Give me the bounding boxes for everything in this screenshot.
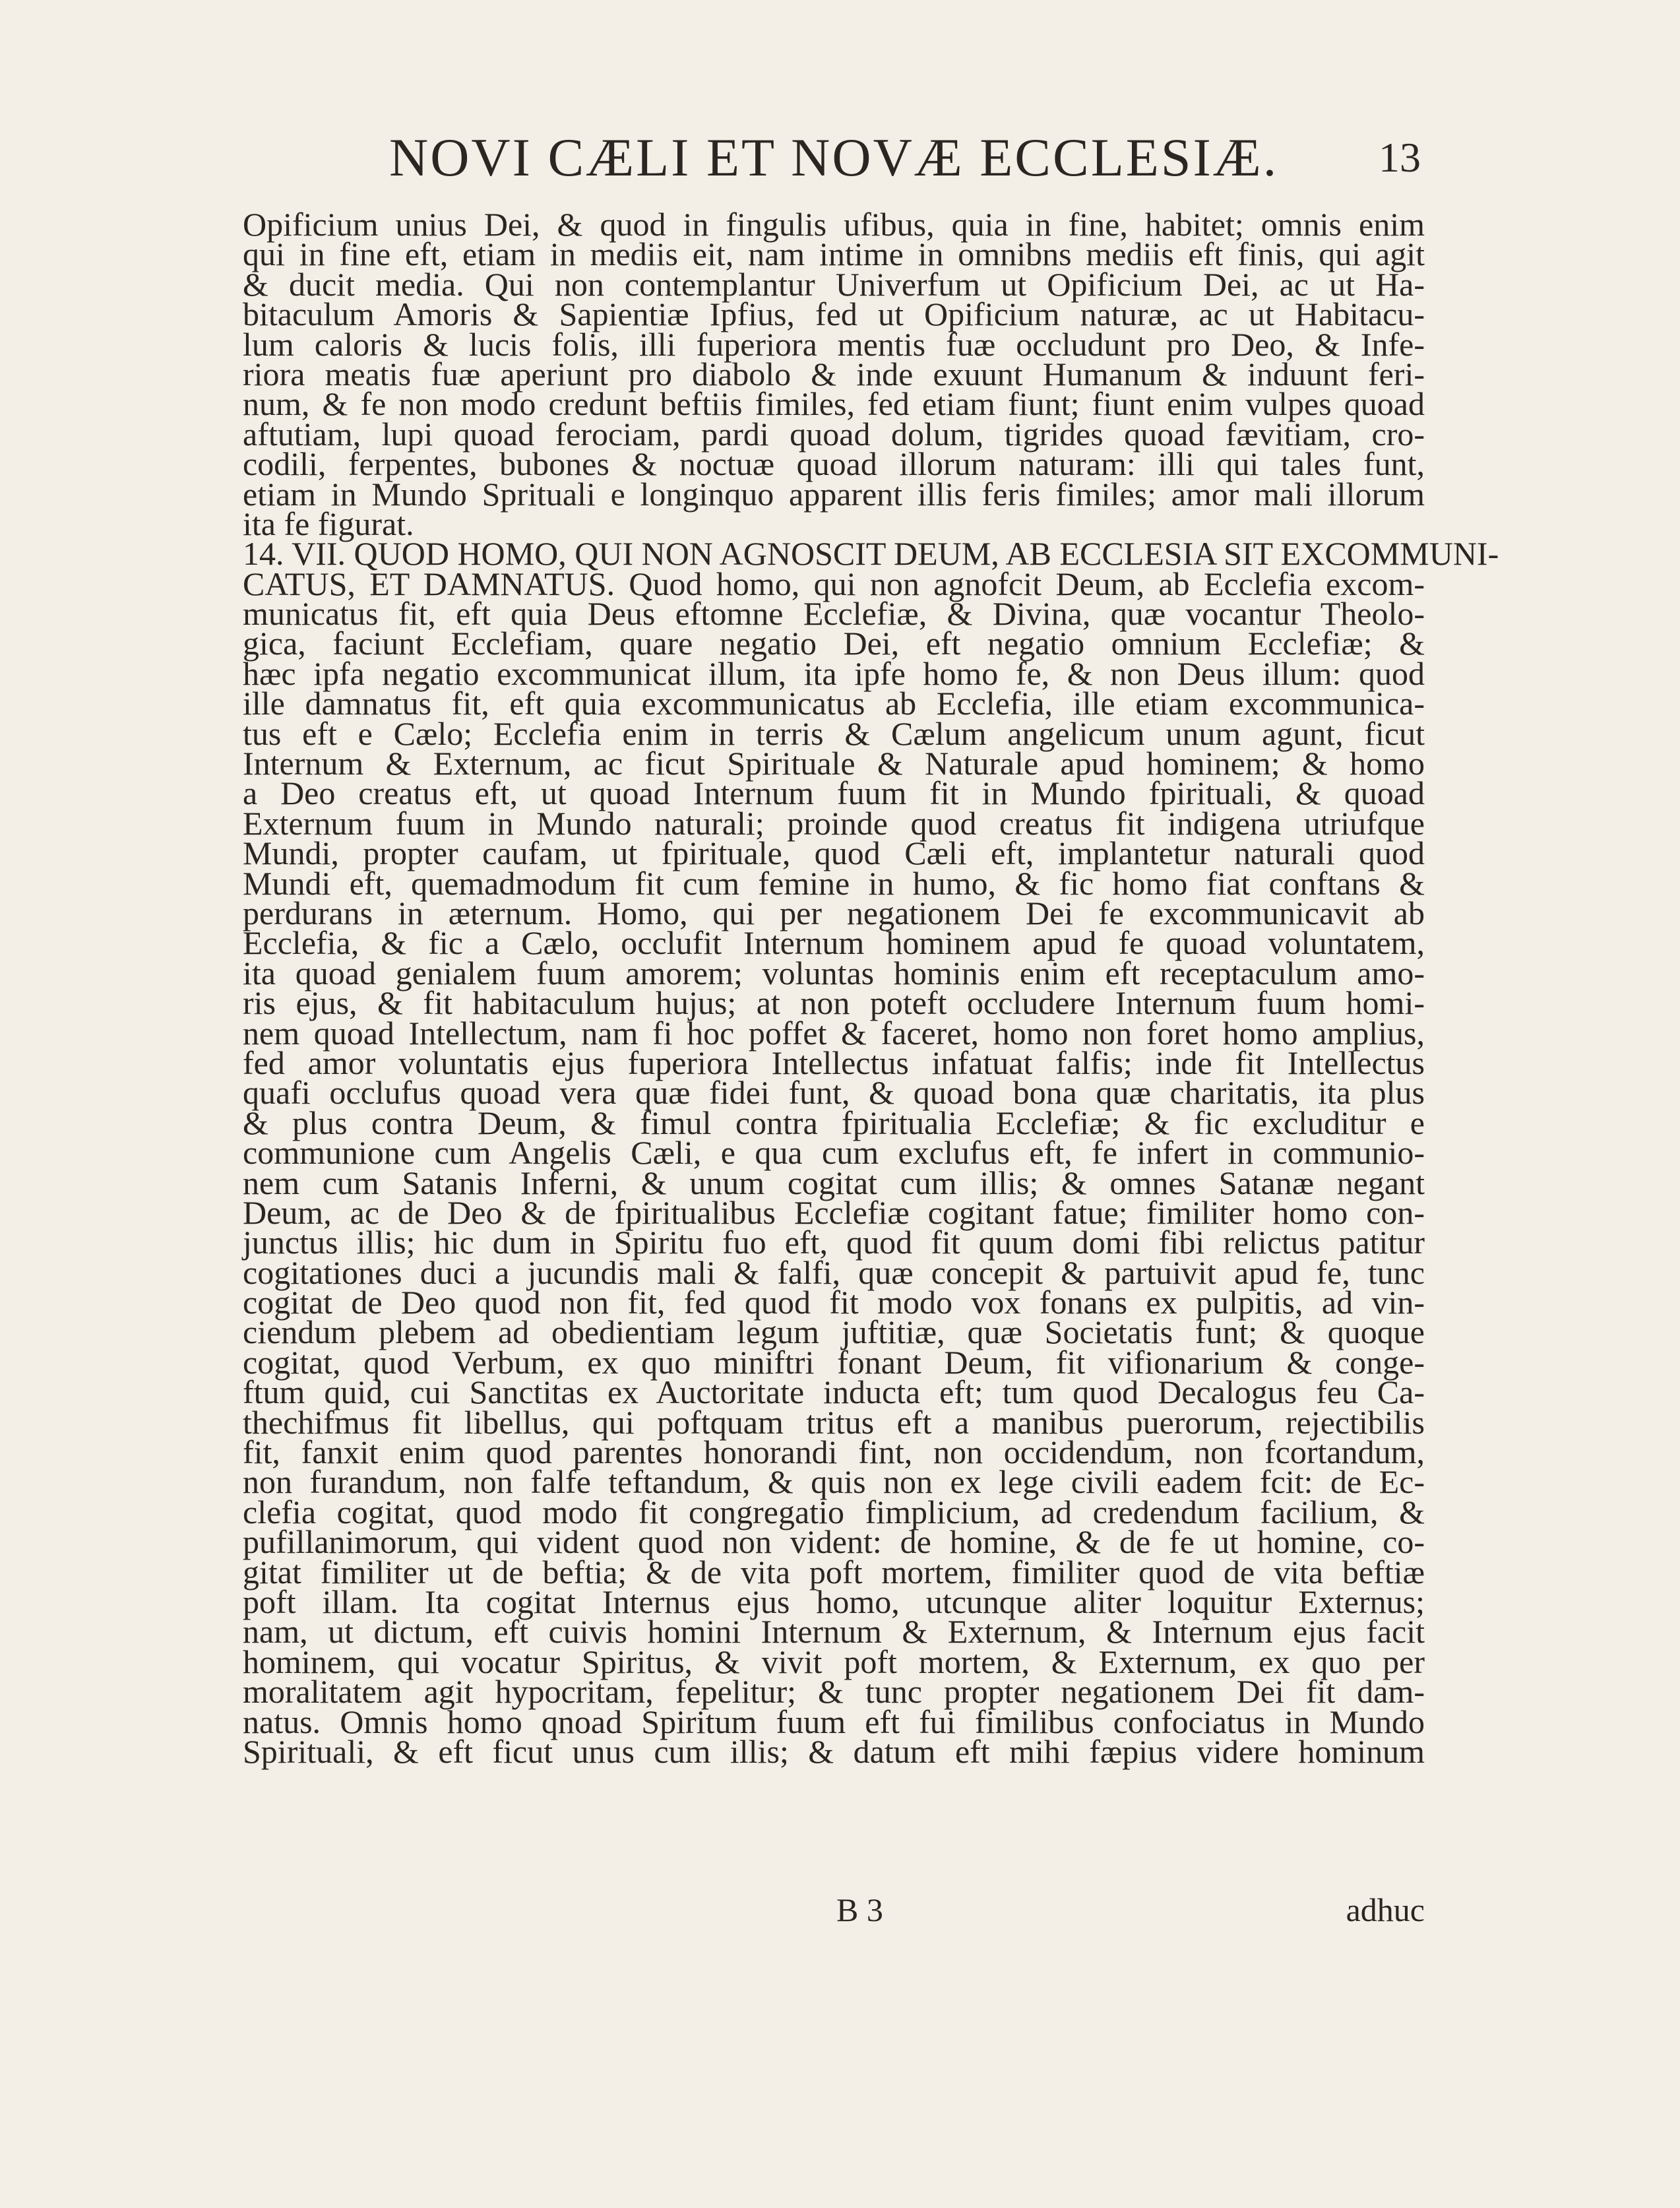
text-line: nem cum Satanis Inferni, & unum cogitat cum illis; & omnes Satanæ negant xyxy=(243,1164,1425,1201)
text-line: communione cum Angelis Cæli, e qua cum exclufus eft, fe infert in communio- xyxy=(243,1134,1425,1172)
text-line: quafi occlufus quoad vera quæ fidei funt, & quoad bona quæ charitatis, ita plus xyxy=(243,1074,1425,1112)
body-text xyxy=(243,206,1499,1770)
text-line: qui in fine eft, etiam in mediis eit, nam intime in omnibns mediis eft finis, qui agit xyxy=(243,236,1425,273)
text-line: cogitationes duci a jucundis mali & falfi, quæ concepit & partuivit apud fe, tunc xyxy=(243,1253,1425,1291)
text-line: ille damnatus fit, eft quia excommunicatus ab Ecclefia, ille etiam excommunica- xyxy=(243,685,1425,722)
text-line: Internum & Externum, ac ficut Spirituale & Naturale apud hominem; & homo xyxy=(243,745,1425,782)
text-line: hominem, qui vocatur Spiritus, & vivit poft mortem, & Externum, ex quo per xyxy=(243,1643,1425,1680)
text-line: moralitatem agit hypocritam, fepelitur; & tunc propter negationem Dei fit dam- xyxy=(243,1673,1425,1711)
text-line: CATUS, ET DAMNATUS. Quod homo, qui non agnofcit Deum, ab Ecclefia excom- xyxy=(243,565,1425,602)
text-line: riora meatis fuæ aperiunt pro diabolo & inde exuunt Humanum & induunt feri- xyxy=(243,355,1425,393)
text-line: num, & fe non modo credunt beftiis fimiles, fed etiam fiunt; fiunt enim vulpes quoad xyxy=(243,385,1425,423)
text-line: bitaculum Amoris & Sapientiæ Ipfius, fed ut Opificium naturæ, ac ut Habitacu- xyxy=(243,296,1425,333)
text-line: fed amor voluntatis ejus fuperiora Intellectus infatuat falfis; inde fit Intellectus xyxy=(243,1044,1425,1081)
text-line: cogitat, quod Verbum, ex quo miniftri fonant Deum, fit vifionarium & conge- xyxy=(243,1343,1425,1381)
text-line: clefia cogitat, quod modo fit congregatio fimplicium, ad credendum facilium, & xyxy=(243,1493,1425,1530)
text-line: & plus contra Deum, & fimul contra fpiritualia Ecclefiæ; & fic excluditur e xyxy=(243,1104,1425,1141)
page-number: 13 xyxy=(1379,134,1421,181)
text-line: non furandum, non falfe teftandum, & quis non ex lege civili eadem fcit: de Ec- xyxy=(243,1463,1425,1501)
text-line: hæc ipfa negatio excommunicat illum, ita ipfe homo fe, & non Deus illum: quod xyxy=(243,654,1425,692)
text-line: pufillanimorum, qui vident quod non vident: de homine, & de fe ut homine, co- xyxy=(243,1523,1425,1561)
text-line: lum caloris & lucis folis, illi fuperiora mentis fuæ occludunt pro Deo, & Infe- xyxy=(243,325,1425,363)
text-line: Opificium unius Dei, & quod in fingulis ufibus, quia in fine, habitet; omnis enim xyxy=(243,206,1425,243)
text-line: perdurans in æternum. Homo, qui per negationem Dei fe excommunicavit ab xyxy=(243,894,1425,931)
text-line: Mundi, propter caufam, ut fpirituale, quod Cæli eft, implantetur naturali quod xyxy=(243,835,1425,872)
text-line: etiam in Mundo Sprituali e longinquo apparent illis feris fimiles; amor mali illorum xyxy=(243,475,1425,513)
text-line: ciendum plebem ad obedientiam legum juftitiæ, quæ Societatis funt; & quoque xyxy=(243,1313,1425,1351)
running-header xyxy=(389,127,1421,187)
text-line: & ducit media. Qui non contemplantur Univerfum ut Opificium Dei, ac ut Ha- xyxy=(243,265,1425,303)
text-line: Mundi eft, quemadmodum fit cum femine in humo, & fic homo fiat conftans & xyxy=(243,864,1425,902)
text-line: gitat fimiliter ut de beftia; & de vita poft mortem, fimiliter quod de vita beftiæ xyxy=(243,1553,1425,1591)
text-line: ris ejus, & fit habitaculum hujus; at non poteft occludere Internum fuum homi- xyxy=(243,984,1425,1022)
text-line: Externum fuum in Mundo naturali; proinde quod creatus fit indigena utriufque xyxy=(243,804,1425,842)
text-line: nem quoad Intellectum, nam fi hoc poffet & faceret, homo non foret homo amplius, xyxy=(243,1014,1425,1052)
text-line: cogitat de Deo quod non fit, fed quod fit modo vox fonans ex pulpitis, ad vin- xyxy=(243,1284,1425,1321)
text-line: Ecclefia, & fic a Cælo, occlufit Internum hominem apud fe quoad voluntatem, xyxy=(243,924,1425,962)
text-line: ita quoad genialem fuum amorem; voluntas hominis enim eft receptaculum amo- xyxy=(243,954,1425,992)
text-line: gica, faciunt Ecclefiam, quare negatio Dei, eft negatio omnium Ecclefiæ; & xyxy=(243,625,1425,662)
text-line: nam, ut dictum, eft cuivis homini Internum & Externum, & Internum ejus facit xyxy=(243,1613,1425,1651)
text-line: ftum quid, cui Sanctitas ex Auctoritate inducta eft; tum quod Decalogus feu Ca- xyxy=(243,1373,1425,1411)
text-line: aftutiam, lupi quoad ferociam, pardi quoad dolum, tigrides quoad fævitiam, cro- xyxy=(243,415,1425,453)
text-line: tus eft e Cælo; Ecclefia enim in terris & Cælum angelicum unum agunt, ficut xyxy=(243,714,1425,752)
text-line: thechifmus fit libellus, qui poftquam tritus eft a manibus puerorum, rejectibilis xyxy=(243,1403,1425,1441)
text-line: junctus illis; hic dum in Spiritu fuo eft, quod fit quum domi fibi relictus patitur xyxy=(243,1224,1425,1261)
catchword: adhuc xyxy=(1346,1891,1425,1928)
text-line: a Deo creatus eft, ut quoad Internum fuum fit in Mundo fpirituali, & quoad xyxy=(243,774,1425,812)
text-line: Spirituali, & eft ficut unus cum illis; & datum eft mihi fæpius videre hominum xyxy=(243,1732,1425,1770)
text-line: 14. VII. QUOD HOMO, QUI NON AGNOSCIT DEUM, AB ECCLESIA SIT EXCOMMUNI- xyxy=(243,535,1499,573)
text-line: municatus fit, eft quia Deus eftomne Ecclefiæ, & Divina, quæ vocantur Theolo- xyxy=(243,595,1425,633)
signature-mark: B 3 xyxy=(836,1891,883,1928)
page-footer xyxy=(243,1891,1425,1930)
text-line: poft illam. Ita cogitat Internus ejus homo, utcunque aliter loquitur Externus; xyxy=(243,1583,1425,1620)
page-title: NOVI CÆLI ET NOVÆ ECCLESIÆ. xyxy=(389,127,1279,187)
text-line: codili, ferpentes, bubones & noctuæ quoad illorum naturam: illi qui tales funt, xyxy=(243,445,1425,483)
text-line: ita fe figurat. xyxy=(243,505,414,542)
text-line: natus. Omnis homo qnoad Spiritum fuum eft fui fimilibus confociatus in Mundo xyxy=(243,1703,1425,1740)
text-line: fit, fanxit enim quod parentes honorandi fint, non occidendum, non fcortandum, xyxy=(243,1434,1425,1471)
text-line: Deum, ac de Deo & de fpiritualibus Ecclefiæ cogitant fatue; fimiliter homo con- xyxy=(243,1193,1425,1231)
